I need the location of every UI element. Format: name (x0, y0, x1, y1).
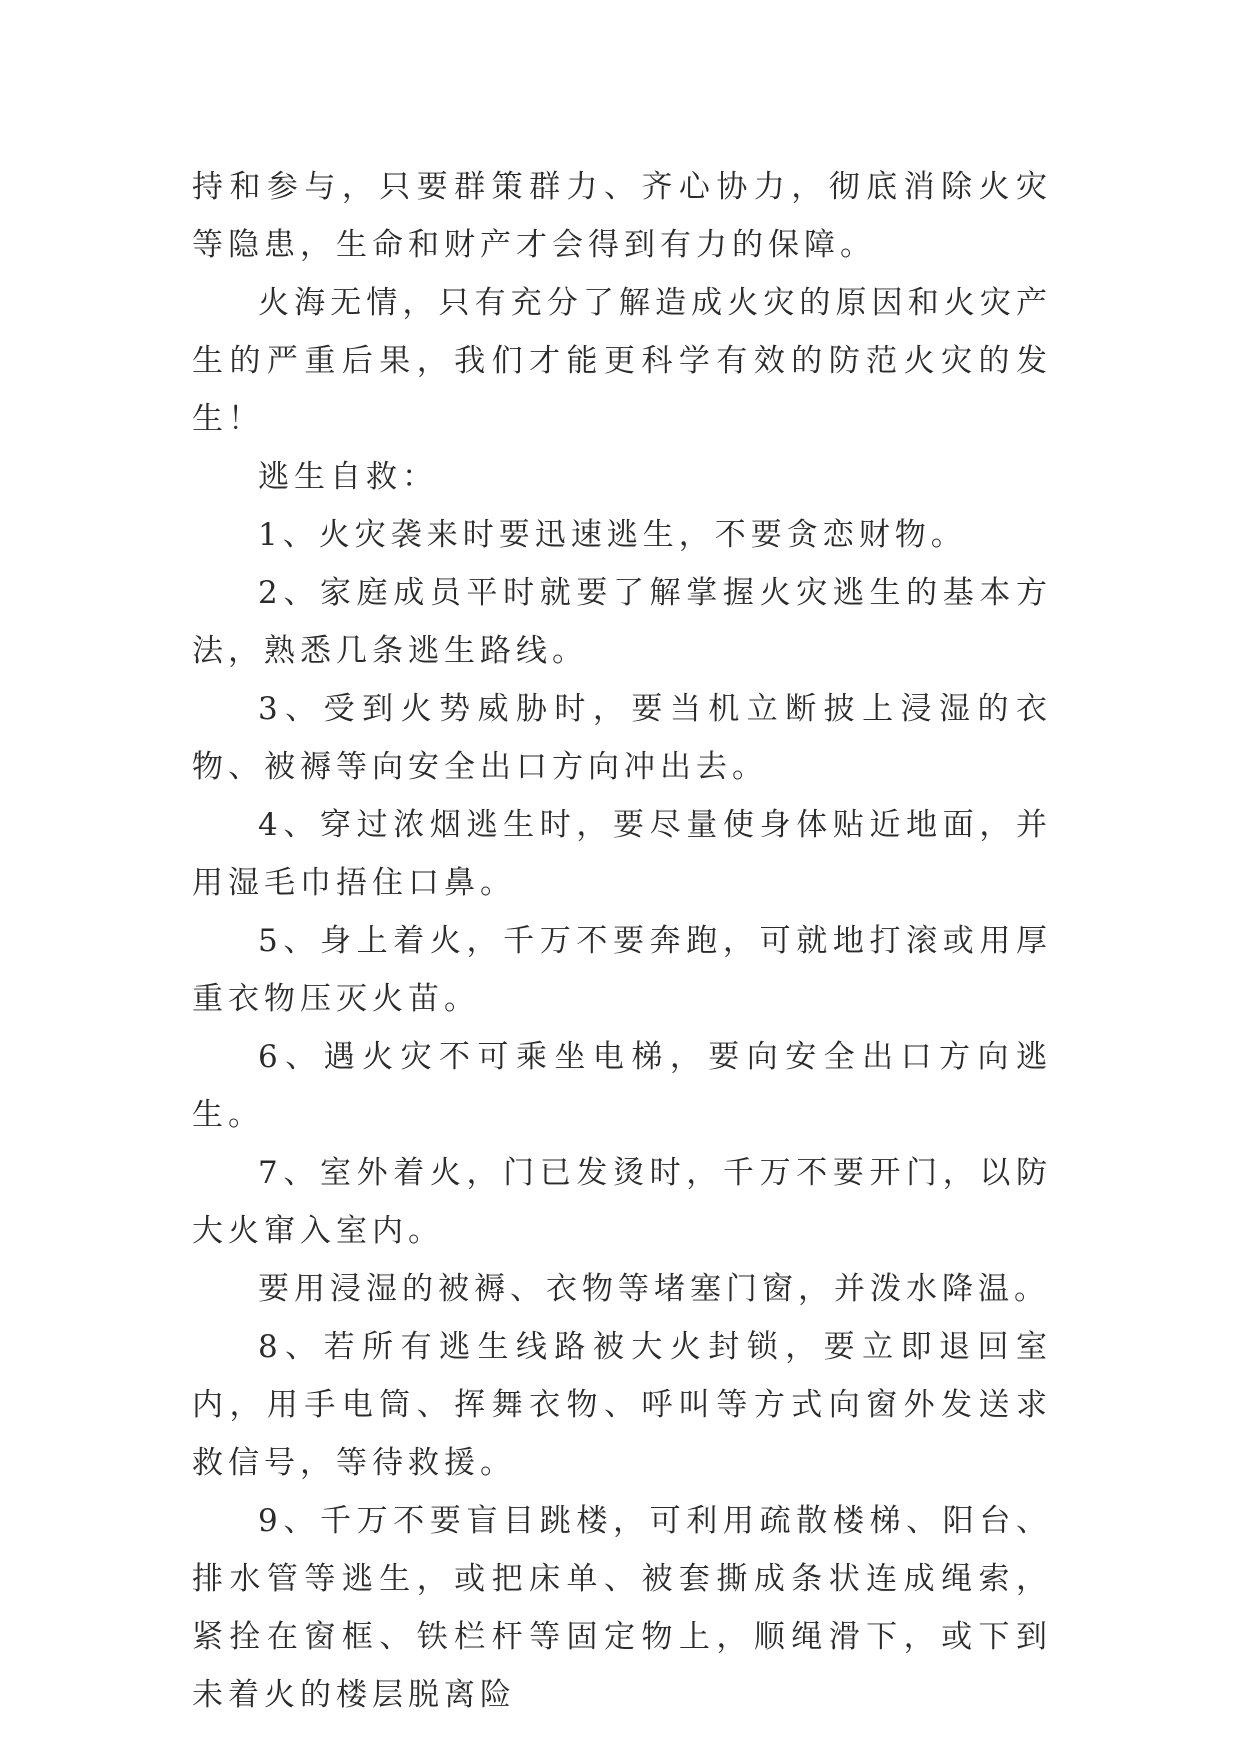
document-page (192, 158, 1052, 1724)
list-item-3: 3、受到火势威胁时，要当机立断披上浸湿的衣物、被褥等向安全出口方向冲出去。 (192, 691, 1052, 785)
list-item-8: 8、若所有逃生线路被大火封锁，要立即退回室内，用手电筒、挥舞衣物、呼叫等方式向窗外发送求救信号，等待救援。 (192, 1329, 1052, 1481)
list-item-9: 9、千万不要盲目跳楼，可利用疏散楼梯、阳台、排水管等逃生，或把床单、被套撕成条状连成绳索，紧拴在窗框、铁栏杆等固定物上，顺绳滑下，或下到未着火的楼层脱离险 (192, 1503, 1052, 1713)
section-heading-self-rescue: 逃生自救： (258, 459, 438, 495)
list-item-4: 4、穿过浓烟逃生时，要尽量使身体贴近地面，并用湿毛巾捂住口鼻。 (192, 807, 1052, 901)
list-item-7-followup: 要用浸湿的被褥、衣物等堵塞门窗，并泼水降温。 (258, 1271, 1050, 1307)
list-item-1: 1、火灾袭来时要迅速逃生，不要贪恋财物。 (258, 517, 967, 553)
list-item-6: 6、遇火灾不可乘坐电梯，要向安全出口方向逃生。 (192, 1039, 1052, 1133)
paragraph-continued: 持和参与，只要群策群力、齐心协力，彻底消除火灾等隐患，生命和财产才会得到有力的保障。 (192, 169, 1052, 263)
list-item-7: 7、室外着火，门已发烫时，千万不要开门，以防大火窜入室内。 (192, 1155, 1052, 1249)
paragraph-fire-awareness: 火海无情，只有充分了解造成火灾的原因和火灾产生的严重后果，我们才能更科学有效的防范火灾的发生！ (192, 285, 1052, 437)
list-item-5: 5、身上着火，千万不要奔跑，可就地打滚或用厚重衣物压灭火苗。 (192, 923, 1052, 1017)
list-item-2: 2、家庭成员平时就要了解掌握火灾逃生的基本方法，熟悉几条逃生路线。 (192, 575, 1052, 669)
